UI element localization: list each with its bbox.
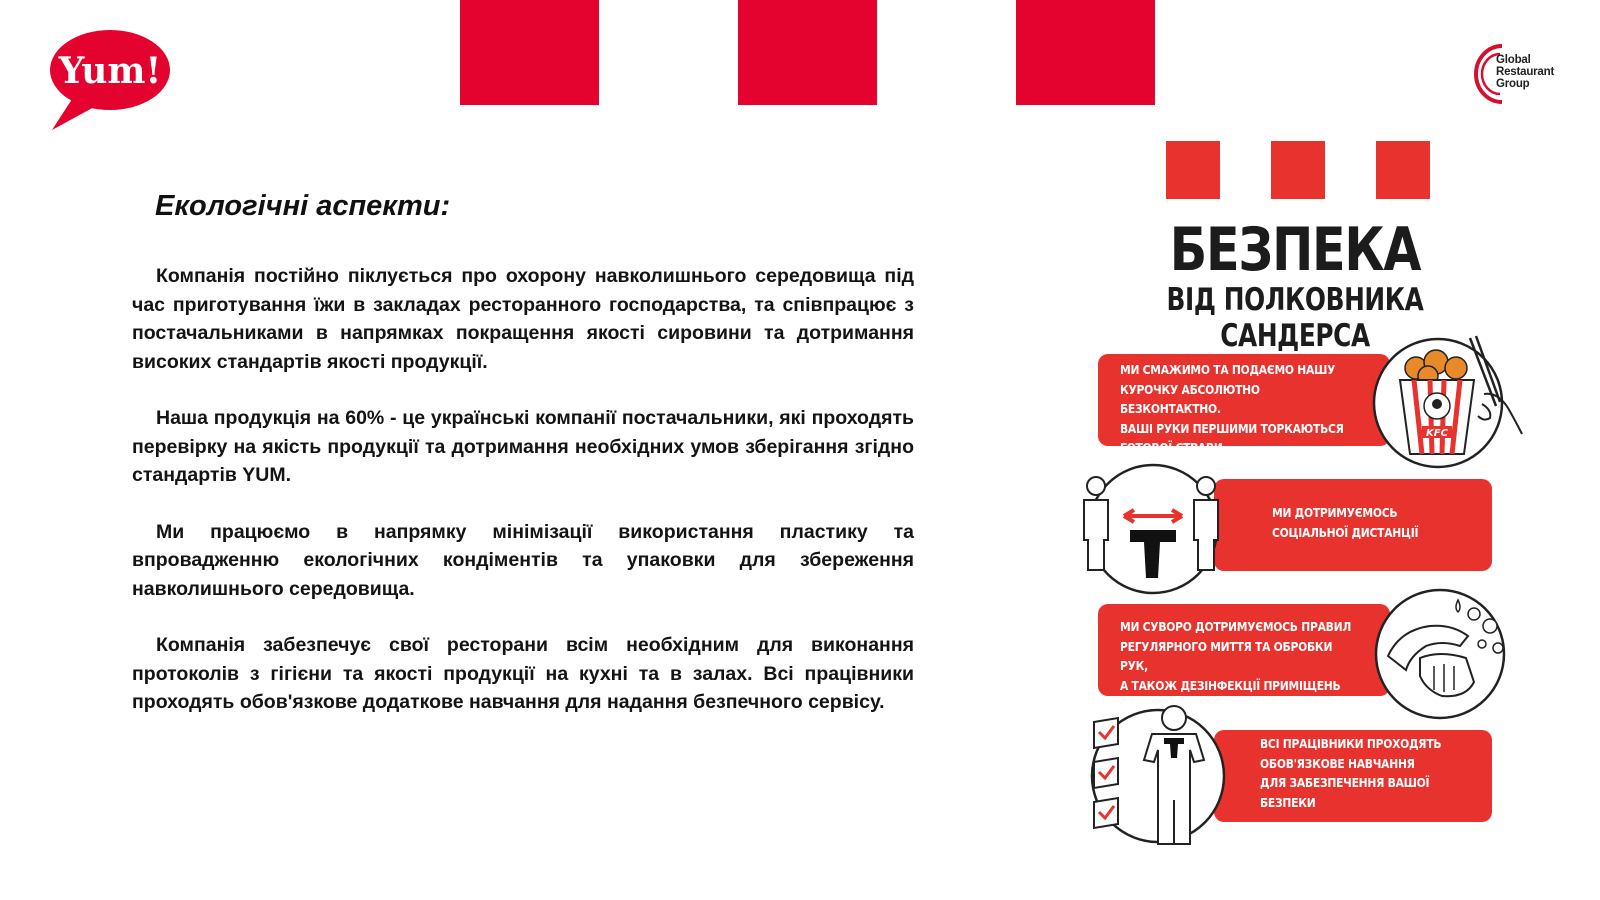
social-distance-icon bbox=[1078, 460, 1228, 598]
safety-banner-distance bbox=[1214, 479, 1492, 571]
paragraph-3: Ми працюємо в напрямку мінімізації використання пластику та впровадженню екологічних кондіментів та упаковки для збереження навколишнього середовища. bbox=[132, 520, 914, 600]
infographic-title-main: БЕЗПЕКА bbox=[1169, 215, 1421, 285]
banner-2-line-1: МИ ДОТРИМУЄМОСЬ bbox=[1272, 505, 1398, 520]
paragraph-4: Компанія забезпечує свої ресторани всім необхідним для виконання протоколів з гігієни та якості продукції на кухні та в залах. Всі працівники проходять обов'язкове додаткове навчання для надання безпечного сервісу. bbox=[132, 634, 914, 713]
staff-training-checklist-icon bbox=[1086, 704, 1236, 850]
infographic-red-square-2 bbox=[1271, 141, 1325, 199]
section-title: Екологічні аспекти: bbox=[155, 190, 451, 222]
kfc-bucket-tongs-icon bbox=[1366, 334, 1526, 472]
safety-banner-hygiene bbox=[1098, 604, 1390, 696]
paragraph-1: Компанія постійно піклується про охорону навколишнього середовища під час приготування їжи в закладах ресторанного господарства, та співпрацює з постачальниками в напрямках покращення якості сировини та дотримання високих стандартів якості продукції. bbox=[132, 265, 914, 373]
banner-3-line-2: РЕГУЛЯРНОГО МИТТЯ ТА ОБРОБКИ РУК, bbox=[1120, 638, 1333, 673]
infographic-title-sub: ВІД ПОЛКОВНИКА САНДЕРСА bbox=[1166, 282, 1424, 354]
grg-logo-line-2: Restaurant bbox=[1496, 66, 1555, 78]
safety-banner-contactless bbox=[1098, 354, 1390, 455]
banner-3-line-1: МИ СУВОРО ДОТРИМУЄМОСЬ ПРАВИЛ bbox=[1120, 619, 1352, 634]
banner-2-line-2: СОЦІАЛЬНОЇ ДИСТАНЦІЇ bbox=[1272, 524, 1419, 540]
banner-1-line-1: МИ СМАЖИМО ТА ПОДАЄМО НАШУ bbox=[1120, 362, 1336, 377]
banner-4-line-4: БЕЗПЕКИ bbox=[1260, 794, 1316, 810]
banner-1-line-4: ГОТОВОЇ СТРАВИ bbox=[1120, 440, 1223, 455]
banner-4-line-3: ДЛЯ ЗАБЕЗПЕЧЕННЯ ВАШОЇ bbox=[1260, 775, 1430, 790]
header-red-block-3 bbox=[1016, 0, 1155, 105]
yum-logo-text: Yum! bbox=[58, 50, 162, 92]
body-text bbox=[132, 262, 914, 745]
header-red-block-1 bbox=[460, 0, 599, 105]
yum-logo bbox=[44, 26, 176, 132]
header-red-block-2 bbox=[738, 0, 877, 105]
global-restaurant-group-logo bbox=[1472, 40, 1572, 108]
banner-4-line-2: ОБОВ'ЯЗКОВЕ НАВЧАННЯ bbox=[1260, 755, 1415, 771]
banner-1-line-2: КУРОЧКУ АБСОЛЮТНО БЕЗКОНТАКТНО. bbox=[1120, 381, 1260, 416]
banner-4-line-1: ВСІ ПРАЦІВНИКИ ПРОХОДЯТЬ bbox=[1260, 736, 1442, 751]
banner-3-line-3: А ТАКОЖ ДЕЗІНФЕКЦІЇ ПРИМІЩЕНЬ bbox=[1120, 677, 1341, 693]
banner-1-line-3: ВАШІ РУКИ ПЕРШИМИ ТОРКАЮТЬСЯ bbox=[1120, 420, 1344, 436]
paragraph-2: Наша продукція на 60% - це українські компанії постачальники, які проходять перевірку на якість продукції та дотримання необхідних умов зберігання згідно стандартів YUM. bbox=[132, 407, 914, 486]
hand-washing-icon bbox=[1370, 586, 1520, 722]
grg-logo-line-3: Group bbox=[1496, 78, 1530, 90]
kfc-label: KFC bbox=[1426, 428, 1448, 439]
infographic-red-square-1 bbox=[1166, 141, 1220, 199]
safety-banner-training bbox=[1214, 730, 1492, 822]
infographic-red-square-3 bbox=[1376, 141, 1430, 199]
grg-logo-line-1: Global bbox=[1496, 54, 1531, 66]
